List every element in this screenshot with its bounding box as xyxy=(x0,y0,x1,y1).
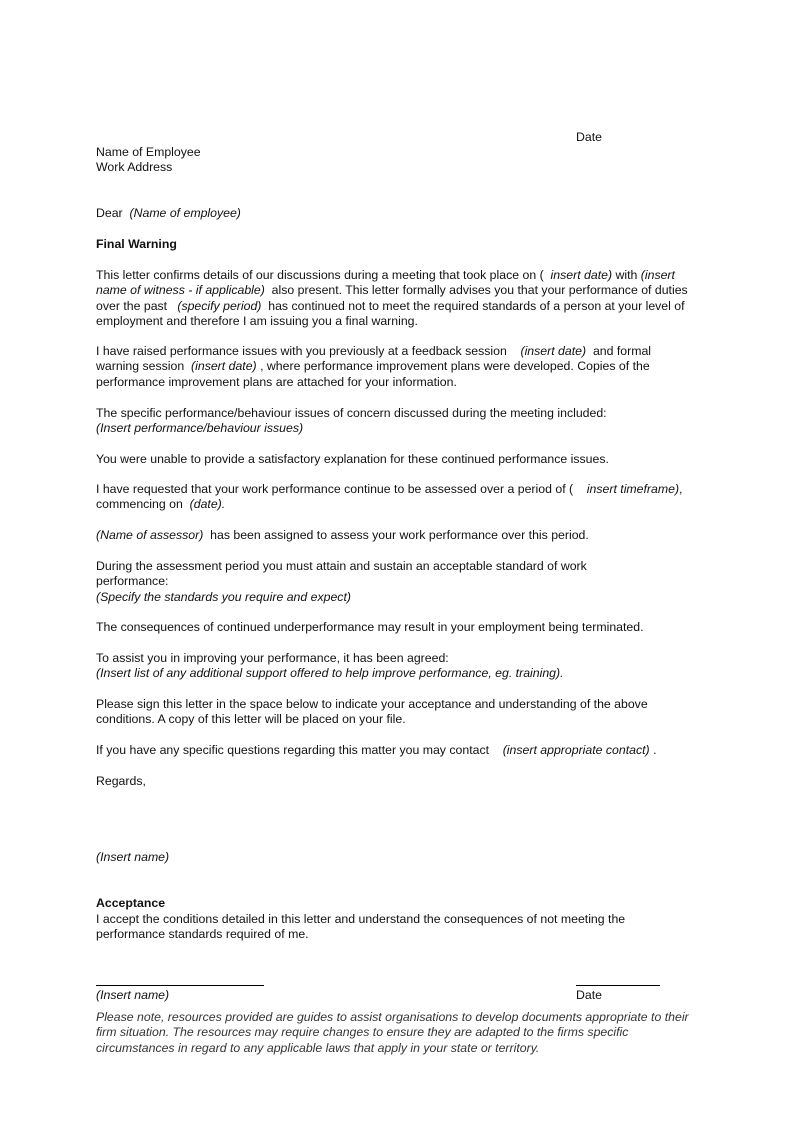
salutation xyxy=(96,206,696,221)
p11-text-a: If you have any specific questions regarding this matter you may contact xyxy=(96,743,490,757)
signature-date-label: Date xyxy=(576,988,602,1002)
paragraph-sign-request: Please sign this letter in the space below to indicate your acceptance and understanding of the above conditions. A copy of this letter will be placed on your file. xyxy=(96,697,648,727)
p1-placeholder-witness: (insert name of witness - if applicable) xyxy=(96,268,675,298)
p5-text-c: , commencing on xyxy=(96,482,683,512)
salutation-prefix: Dear xyxy=(96,206,123,220)
p2-text-e: , where performance improvement plans were developed. Copies of the performance improvement plans are attached for your information. xyxy=(96,359,650,389)
p9-text-a: To assist you in improving your performance, it has been agreed: xyxy=(96,651,449,665)
p5-placeholder-date: (date). xyxy=(189,497,226,512)
employee-name: Name of Employee xyxy=(96,145,201,159)
p11-text-c: . xyxy=(653,743,657,757)
p1-placeholder-date: insert date) xyxy=(550,268,613,282)
work-address: Work Address xyxy=(96,160,173,174)
p5-text-a: I have requested that your work performance continue to be assessed over a period of ( xyxy=(96,482,574,496)
acceptance-heading: Acceptance xyxy=(96,896,166,910)
p2-text-a: I have raised performance issues with you previously at a feedback session xyxy=(96,344,507,358)
p1-text-c: with xyxy=(615,268,638,282)
letter-title: Final Warning xyxy=(96,237,177,251)
paragraph-support xyxy=(96,651,696,682)
p7-placeholder-standards: (Specify the standards you require and expect) xyxy=(96,589,351,604)
p1-placeholder-period: (specify period) xyxy=(177,298,262,313)
signature-name-label: (Insert name) xyxy=(96,988,170,1002)
p9-placeholder-support: (Insert list of any additional support offered to help improve performance, eg. training). xyxy=(96,666,564,681)
p1-text-e: also present. This letter formally advises you that your performance of duties over the past xyxy=(96,283,688,313)
p2-placeholder-date-2: (insert date) xyxy=(191,359,257,374)
p6-text-b: has been assigned to assess your work performance over this period. xyxy=(210,528,589,542)
paragraph-assessor xyxy=(96,528,696,543)
paragraph-assessment-request xyxy=(96,482,696,513)
paragraph-previous-issues xyxy=(96,344,696,390)
p1-text-a: This letter confirms details of our discussions during a meeting that took place on ( xyxy=(96,268,544,282)
signer-name: (Insert name) xyxy=(96,850,170,864)
p6-placeholder-assessor: (Name of assessor) xyxy=(96,528,204,542)
paragraph-consequences: The consequences of continued underperformance may result in your employment being terminated. xyxy=(96,620,644,634)
paragraph-specific-issues xyxy=(96,406,696,437)
salutation-name: (Name of employee) xyxy=(129,206,241,220)
paragraph-explanation: You were unable to provide a satisfactory explanation for these continued performance issues. xyxy=(96,452,609,466)
disclaimer: Please note, resources provided are guides to assist organisations to develop documents appropriate to their firm situation. The resources may require changes to ensure they are adapted to the firms specific circumstances in regard to any applicable laws that apply in your state or territory. xyxy=(96,1010,689,1055)
p5-placeholder-timeframe: insert timeframe) xyxy=(586,482,680,496)
header-date: Date xyxy=(576,130,602,144)
paragraph-contact xyxy=(96,743,696,758)
p11-placeholder-contact: (insert appropriate contact) xyxy=(502,743,650,757)
p2-text-c: and formal warning session xyxy=(96,344,652,374)
p3-text-a: The specific performance/behaviour issues of concern discussed during the meeting included: xyxy=(96,406,607,420)
signature-line-name xyxy=(96,985,264,986)
paragraph-meeting xyxy=(96,268,696,330)
acceptance-text: I accept the conditions detailed in this letter and understand the consequences of not meeting the performance standards required of me. xyxy=(96,912,626,942)
p7-text-a: During the assessment period you must attain and sustain an acceptable standard of work performance: xyxy=(96,559,587,589)
closing: Regards, xyxy=(96,774,146,788)
paragraph-standards xyxy=(96,559,656,605)
signature-line-date xyxy=(576,985,660,986)
p3-placeholder-issues: (Insert performance/behaviour issues) xyxy=(96,421,304,436)
p1-text-g: has continued not to meet the required standards of a person at your level of employment and therefore I am issuing you a final warning. xyxy=(96,298,685,329)
p2-placeholder-date: (insert date) xyxy=(520,344,587,358)
